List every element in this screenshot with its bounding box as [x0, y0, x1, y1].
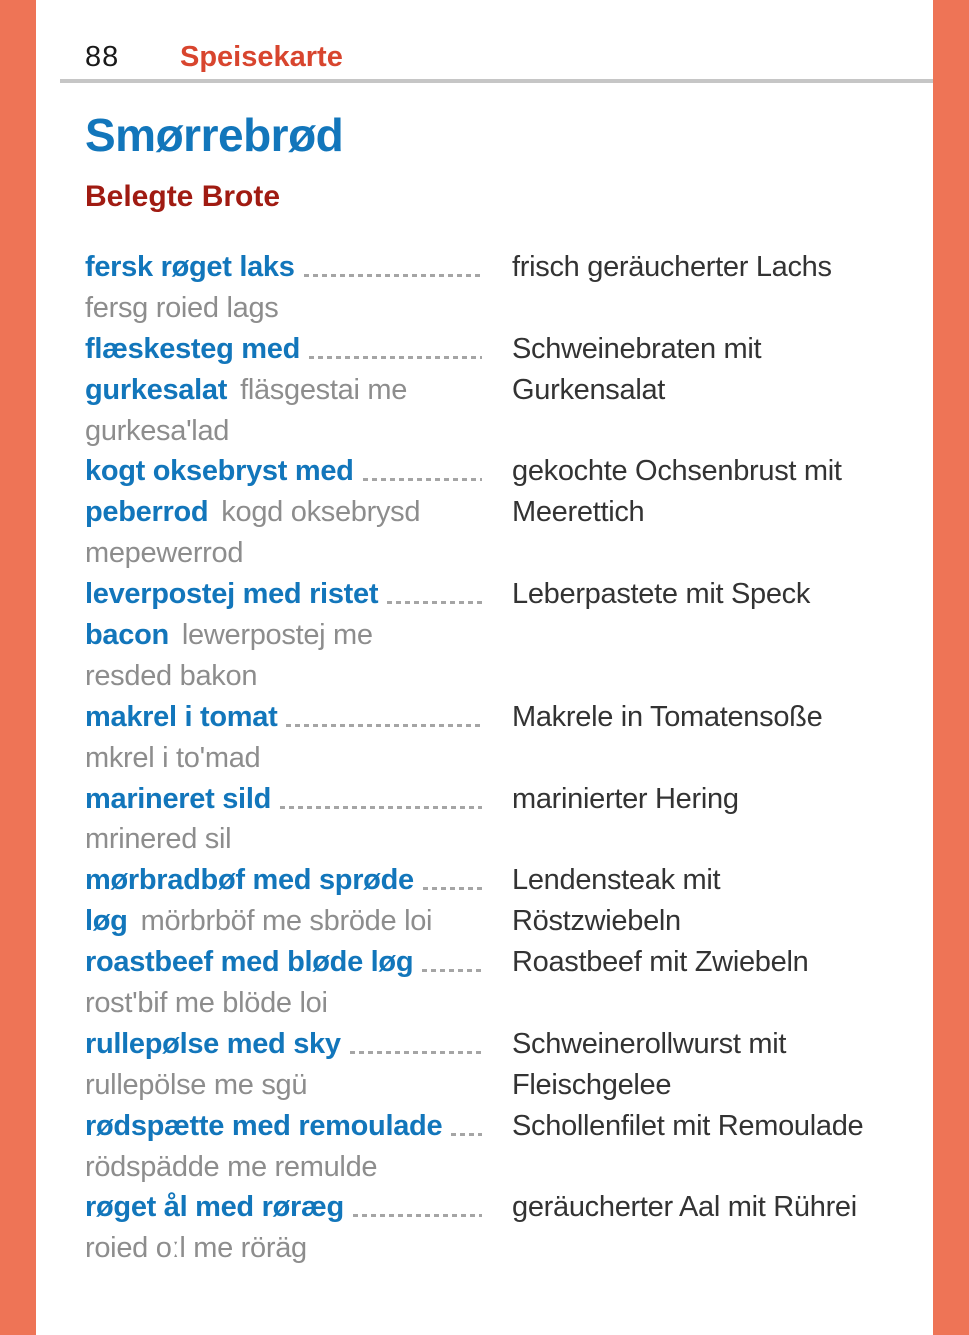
german-translation: geräucherter Aal mit Rührei: [512, 1191, 857, 1224]
section-name: Speisekarte: [180, 41, 343, 73]
danish-cell: [85, 1147, 482, 1188]
entry-line: [85, 1147, 909, 1188]
danish-cell: [85, 247, 482, 288]
dotted-leader: [309, 356, 482, 359]
entry-line: [85, 451, 909, 492]
german-translation: Lendensteak mit: [512, 864, 721, 897]
pronunciation: rost'bif me blöde loi: [85, 987, 328, 1020]
page-header: [85, 40, 909, 80]
right-edge-bar: [933, 0, 969, 1335]
dotted-leader: [422, 969, 482, 972]
danish-cell: [85, 451, 482, 492]
danish-cell: [85, 615, 482, 656]
german-translation: marinierter Hering: [512, 782, 739, 815]
danish-term: makrel i tomat: [85, 700, 278, 733]
page-number: 88: [85, 41, 120, 73]
page-subtitle: Belegte Brote: [85, 180, 281, 213]
german-translation: Roastbeef mit Zwiebeln: [512, 946, 809, 979]
danish-cell: [85, 656, 482, 697]
danish-term: peberrod: [85, 496, 209, 529]
danish-cell: [85, 533, 482, 574]
danish-term: fersk røget laks: [85, 251, 295, 283]
pronunciation: kogd oksebrysd: [221, 496, 421, 529]
left-edge-bar: [0, 0, 36, 1335]
entry-line: [85, 819, 909, 860]
pronunciation: fersg roied lags: [85, 291, 279, 324]
danish-cell: [85, 738, 482, 779]
danish-term: kogt oksebryst med: [85, 455, 354, 488]
danish-term: røget ål med røræg: [85, 1191, 344, 1224]
german-translation: Fleischgelee: [512, 1068, 672, 1101]
entry-line: [85, 1024, 909, 1065]
german-translation: Röstzwiebeln: [512, 905, 681, 938]
pronunciation: mörbrböf me sbröde loi: [140, 905, 433, 938]
entry-line: [85, 247, 909, 288]
danish-term: mørbradbøf med sprøde: [85, 864, 414, 897]
danish-cell: [85, 411, 482, 452]
dotted-leader: [423, 887, 482, 890]
entry-line: [85, 411, 909, 452]
dotted-leader: [280, 806, 482, 809]
danish-cell: [85, 983, 482, 1024]
entry-line: [85, 860, 909, 901]
pronunciation: mrinered sil: [85, 823, 232, 856]
entry-line: [85, 1228, 909, 1269]
pronunciation: resded bakon: [85, 659, 258, 692]
danish-cell: [85, 860, 482, 901]
dotted-leader: [363, 478, 482, 481]
german-translation: Meerettich: [512, 496, 645, 529]
pronunciation: fläsgestai me: [240, 373, 408, 406]
german-translation: Makrele in Tomatensoße: [512, 700, 823, 733]
entry-line: [85, 697, 909, 738]
dotted-leader: [350, 1051, 482, 1054]
danish-cell: [85, 1065, 482, 1106]
danish-term: løg: [85, 905, 128, 938]
danish-term: marineret sild: [85, 782, 271, 815]
dotted-leader: [286, 724, 482, 727]
entry-line: [85, 901, 909, 942]
danish-term: leverpostej med ristet: [85, 578, 379, 611]
entry-line: [85, 533, 909, 574]
german-translation: gekochte Ochsenbrust mit: [512, 455, 842, 488]
danish-cell: [85, 370, 482, 411]
header-rule: [60, 79, 933, 83]
danish-cell: [85, 329, 482, 370]
danish-cell: [85, 1187, 482, 1228]
dotted-leader: [304, 274, 482, 277]
german-translation: frisch geräucherter Lachs: [512, 251, 832, 283]
danish-term: flæskesteg med: [85, 332, 300, 365]
entry-line: [85, 288, 909, 329]
danish-cell: [85, 288, 482, 329]
pronunciation: mkrel i to'mad: [85, 741, 261, 774]
entry-line: [85, 574, 909, 615]
entry-line: [85, 370, 909, 411]
dotted-leader: [451, 1133, 482, 1136]
entry-list: [85, 247, 909, 1269]
pronunciation: rullepölse me sgü: [85, 1068, 308, 1101]
danish-term: gurkesalat: [85, 373, 228, 406]
pronunciation: gurkesa'lad: [85, 414, 230, 447]
entry-line: [85, 492, 909, 533]
danish-term: roastbeef med bløde løg: [85, 946, 414, 979]
dotted-leader: [387, 601, 482, 604]
danish-term: rullepølse med sky: [85, 1027, 341, 1060]
german-translation: Gurkensalat: [512, 373, 666, 406]
danish-cell: [85, 779, 482, 820]
danish-cell: [85, 492, 482, 533]
pronunciation: lewerpostej me: [181, 619, 373, 652]
danish-cell: [85, 901, 482, 942]
german-translation: Schweinebraten mit: [512, 332, 762, 365]
entry-line: [85, 1065, 909, 1106]
entry-line: [85, 983, 909, 1024]
entry-line: [85, 1106, 909, 1147]
danish-cell: [85, 1106, 482, 1147]
german-translation: Leberpastete mit Speck: [512, 578, 811, 611]
danish-cell: [85, 574, 482, 615]
entry-line: [85, 1187, 909, 1228]
entry-line: [85, 779, 909, 820]
entry-line: [85, 656, 909, 697]
pronunciation: mepewerrod: [85, 537, 244, 570]
danish-cell: [85, 819, 482, 860]
pronunciation: rödspädde me remulde: [85, 1150, 378, 1183]
german-translation: Schollenfilet mit Remoulade: [512, 1109, 864, 1142]
page-title: Smørrebrød: [85, 109, 344, 161]
danish-cell: [85, 942, 482, 983]
danish-term: bacon: [85, 619, 169, 652]
entry-line: [85, 942, 909, 983]
dotted-leader: [353, 1214, 482, 1217]
entry-line: [85, 329, 909, 370]
entry-line: [85, 738, 909, 779]
german-translation: Schweinerollwurst mit: [512, 1027, 787, 1060]
danish-term: rødspætte med remoulade: [85, 1109, 443, 1142]
pronunciation: roied oːl me röräg: [85, 1232, 307, 1265]
danish-cell: [85, 1024, 482, 1065]
danish-cell: [85, 1228, 482, 1269]
danish-cell: [85, 697, 482, 738]
entry-line: [85, 615, 909, 656]
